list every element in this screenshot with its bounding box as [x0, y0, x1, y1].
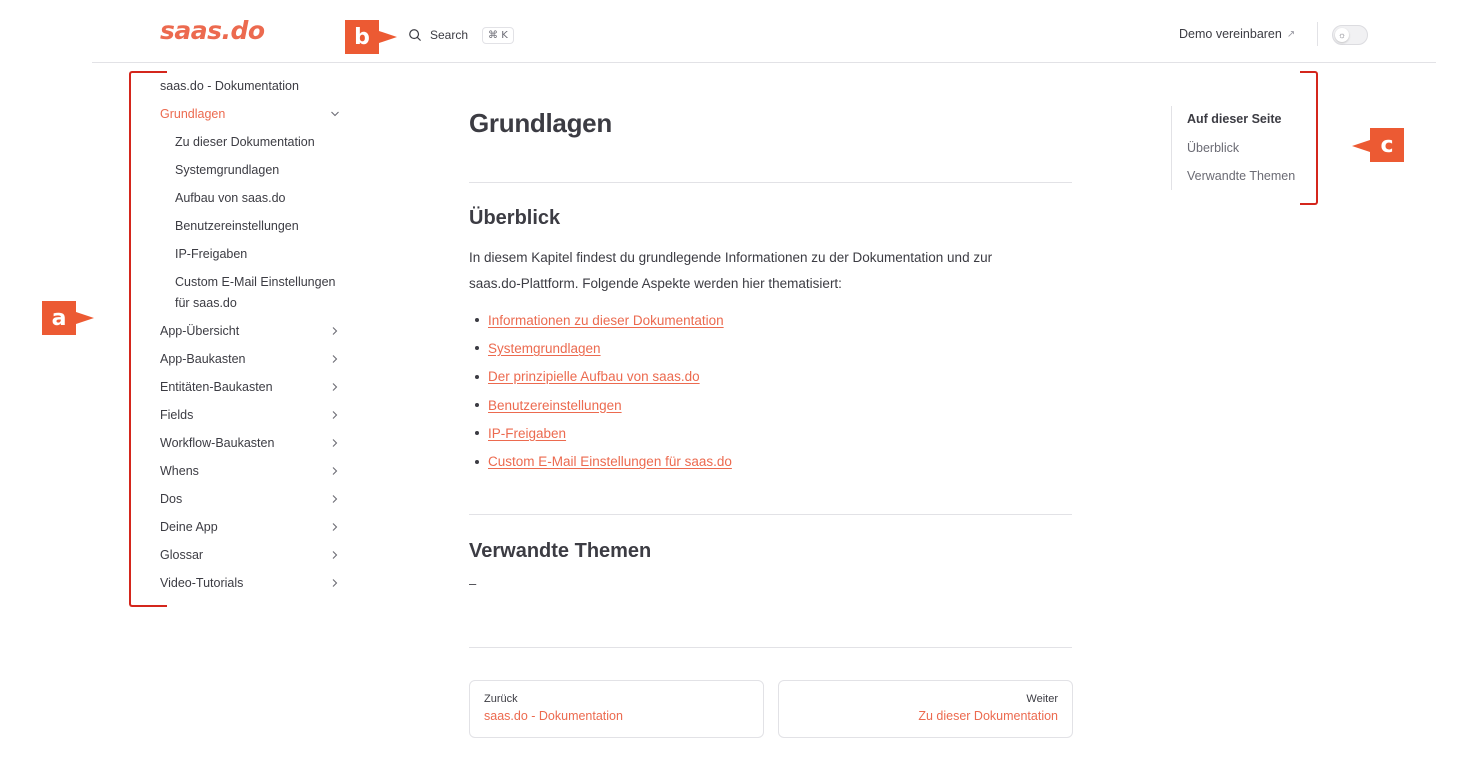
- header-divider-line: [92, 62, 1436, 63]
- topic-link[interactable]: Custom E-Mail Einstellungen für saas.do: [488, 454, 732, 470]
- chevron-right-icon[interactable]: [330, 382, 340, 392]
- sidebar-sections: [160, 317, 350, 597]
- sidebar-item-label: Workflow-Baukasten: [160, 436, 275, 450]
- sidebar-subitem[interactable]: Custom E-Mail Einstellungen für saas.do: [175, 274, 336, 310]
- bullet-icon: [475, 460, 479, 464]
- outline-link-overview[interactable]: Überblick: [1187, 141, 1240, 155]
- next-page-link[interactable]: [778, 680, 1073, 738]
- page-outline: [1171, 106, 1311, 190]
- sidebar-item-label: App-Übersicht: [160, 324, 240, 338]
- sidebar-subitem[interactable]: Benutzereinstellungen: [175, 219, 299, 233]
- sidebar-item-section[interactable]: [160, 401, 350, 429]
- chevron-right-icon[interactable]: [330, 354, 340, 364]
- chevron-right-icon[interactable]: [330, 410, 340, 420]
- sidebar-subitem[interactable]: Aufbau von saas.do: [175, 191, 286, 205]
- sidebar-item-root[interactable]: [160, 72, 350, 100]
- topic-link[interactable]: Informationen zu dieser Dokumentation: [488, 312, 724, 328]
- bullet-icon: [475, 403, 479, 407]
- sidebar-subitem[interactable]: IP-Freigaben: [175, 247, 248, 261]
- pager: [469, 680, 1073, 738]
- sidebar-item-label: Grundlagen: [160, 107, 226, 121]
- chevron-right-icon[interactable]: [330, 522, 340, 532]
- annotation-bracket-c: [1300, 71, 1318, 205]
- chevron-right-icon[interactable]: [330, 326, 340, 336]
- chevron-right-icon[interactable]: [330, 578, 340, 588]
- annotation-tag-c: c: [1370, 128, 1404, 162]
- chevron-right-icon[interactable]: [330, 550, 340, 560]
- theme-toggle[interactable]: [1332, 25, 1368, 45]
- search-shortcut: ⌘ K: [482, 27, 514, 44]
- outline-link-related[interactable]: Verwandte Themen: [1187, 169, 1296, 183]
- related-topics-text: –: [469, 575, 477, 591]
- chevron-right-icon[interactable]: [330, 494, 340, 504]
- list-item: [469, 447, 1072, 475]
- sidebar: [160, 72, 350, 597]
- topic-link[interactable]: Der prinzipielle Aufbau von saas.do: [488, 369, 700, 385]
- header-divider: [1317, 22, 1318, 46]
- sidebar-item-grundlagen[interactable]: [160, 100, 350, 128]
- next-page-title: Zu dieser Dokumentation: [918, 709, 1058, 723]
- logo[interactable]: saas.do: [160, 16, 265, 45]
- top-navbar: [0, 0, 1466, 64]
- sidebar-item-label: Entitäten-Baukasten: [160, 380, 273, 394]
- next-page-desc: Weiter: [1026, 693, 1058, 705]
- sidebar-item-label: App-Baukasten: [160, 352, 246, 366]
- overview-line-2: saas.do-Plattform. Folgende Aspekte werden hier thematisiert:: [469, 276, 842, 291]
- topic-link[interactable]: Systemgrundlagen: [488, 340, 601, 356]
- chevron-right-icon[interactable]: [330, 438, 340, 448]
- external-arrow-icon: ↗: [1286, 28, 1296, 40]
- chevron-down-icon[interactable]: [330, 109, 340, 119]
- sidebar-subitem[interactable]: Systemgrundlagen: [175, 163, 280, 177]
- sidebar-item-label: Fields: [160, 408, 194, 422]
- divider: [469, 182, 1072, 183]
- sidebar-subitem[interactable]: Zu dieser Dokumentation: [175, 135, 315, 149]
- sidebar-item-section[interactable]: [160, 373, 350, 401]
- sidebar-item-section[interactable]: [160, 429, 350, 457]
- annotation-bracket-a: [129, 71, 167, 607]
- sidebar-item-section[interactable]: [160, 317, 350, 345]
- search-icon: [408, 28, 422, 42]
- search-label: Search: [430, 28, 469, 42]
- section-heading-related: Verwandte Themen: [469, 539, 652, 562]
- prev-page-link[interactable]: [469, 680, 764, 738]
- page-title: Grundlagen: [469, 108, 612, 138]
- sidebar-item-label: Whens: [160, 464, 199, 478]
- bullet-icon: [475, 318, 479, 322]
- demo-link[interactable]: [1179, 27, 1295, 41]
- sidebar-item-label: Dos: [160, 492, 183, 506]
- list-item: [469, 334, 1072, 362]
- demo-link-label: Demo vereinbaren: [1179, 27, 1282, 41]
- topic-link-list: [469, 306, 1072, 476]
- sidebar-item-section[interactable]: [160, 541, 350, 569]
- topic-link[interactable]: Benutzereinstellungen: [488, 397, 622, 413]
- divider: [469, 514, 1072, 515]
- bullet-icon: [475, 431, 479, 435]
- annotation-tag-b: b: [345, 20, 379, 54]
- sidebar-item-section[interactable]: [160, 569, 350, 597]
- annotation-arrow-b: [379, 31, 397, 43]
- list-item: [469, 363, 1072, 391]
- outline-title: Auf dieser Seite: [1187, 112, 1282, 126]
- sidebar-item-section[interactable]: [160, 345, 350, 373]
- divider: [469, 647, 1072, 648]
- annotation-arrow-a: [76, 312, 94, 324]
- sun-icon: ☼: [1335, 28, 1349, 42]
- sidebar-item-section[interactable]: [160, 513, 350, 541]
- sidebar-item-section[interactable]: [160, 485, 350, 513]
- topic-link[interactable]: IP-Freigaben: [488, 425, 567, 441]
- overview-paragraph: [469, 245, 1072, 297]
- main-content: [469, 100, 1072, 648]
- section-heading-overview: Überblick: [469, 207, 561, 229]
- sidebar-item-section[interactable]: [160, 457, 350, 485]
- prev-page-desc: Zurück: [484, 693, 518, 705]
- chevron-right-icon[interactable]: [330, 466, 340, 476]
- sidebar-item-label: Glossar: [160, 548, 204, 562]
- overview-line-1: In diesem Kapitel findest du grundlegende Informationen zu der Dokumentation und zur: [469, 250, 993, 265]
- prev-page-title: saas.do - Dokumentation: [484, 709, 623, 723]
- sidebar-item-label: saas.do - Dokumentation: [160, 79, 299, 93]
- search-button[interactable]: [408, 24, 514, 46]
- list-item: [469, 306, 1072, 334]
- bullet-icon: [475, 375, 479, 379]
- list-item: [469, 391, 1072, 419]
- sidebar-item-label: Deine App: [160, 520, 218, 534]
- sidebar-sublist: [160, 128, 350, 317]
- bullet-icon: [475, 346, 479, 350]
- annotation-arrow-c: [1352, 140, 1370, 152]
- list-item: [469, 419, 1072, 447]
- sidebar-item-label: Video-Tutorials: [160, 576, 244, 590]
- annotation-tag-a: a: [42, 301, 76, 335]
